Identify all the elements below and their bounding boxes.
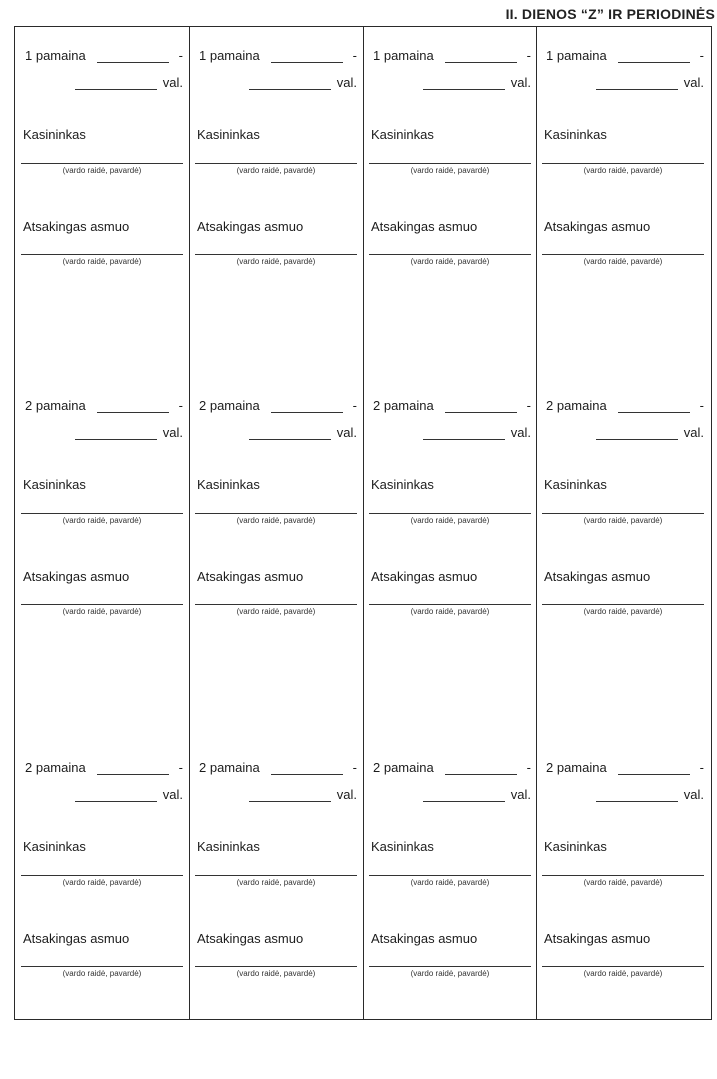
shift-end-field[interactable] xyxy=(249,439,331,440)
cashier-label: Kasininkas xyxy=(23,477,86,492)
cashier-signature-line[interactable] xyxy=(369,875,531,876)
val-unit: val. xyxy=(162,75,183,90)
page-title: II. DIENOS “Z” IR PERIODINĖS xyxy=(505,6,715,22)
cashier-label: Kasininkas xyxy=(197,127,260,142)
responsible-signature-caption: (vardo raidė, pavardė) xyxy=(410,607,490,616)
responsible-signature-caption: (vardo raidė, pavardė) xyxy=(583,607,663,616)
shift-start-field[interactable] xyxy=(271,412,343,413)
shift-cell xyxy=(536,27,710,367)
responsible-person-label: Atsakingas asmuo xyxy=(371,931,478,946)
shift-start-field[interactable] xyxy=(97,62,169,63)
responsible-person-label: Atsakingas asmuo xyxy=(197,931,304,946)
cashier-signature-line[interactable] xyxy=(21,513,183,514)
shift-cell xyxy=(189,27,363,367)
responsible-signature-caption: (vardo raidė, pavardė) xyxy=(236,607,316,616)
shift-end-field[interactable] xyxy=(75,439,157,440)
val-unit: val. xyxy=(510,75,531,90)
cashier-label: Kasininkas xyxy=(23,127,86,142)
cashier-label: Kasininkas xyxy=(197,477,260,492)
dash: - xyxy=(526,760,531,775)
responsible-person-label: Atsakingas asmuo xyxy=(371,569,478,584)
cashier-signature-line[interactable] xyxy=(21,875,183,876)
cashier-signature-caption: (vardo raidė, pavardė) xyxy=(62,878,142,887)
responsible-signature-line[interactable] xyxy=(542,254,704,255)
shift-label: 1 pamaina xyxy=(546,48,607,63)
shift-start-field[interactable] xyxy=(271,774,343,775)
shift-end-field[interactable] xyxy=(75,89,157,90)
responsible-person-label: Atsakingas asmuo xyxy=(23,569,130,584)
responsible-signature-line[interactable] xyxy=(369,604,531,605)
shift-end-field[interactable] xyxy=(423,439,505,440)
shift-end-field[interactable] xyxy=(75,801,157,802)
shift-cell xyxy=(363,377,537,717)
shift-label: 2 pamaina xyxy=(25,760,86,775)
responsible-person-label: Atsakingas asmuo xyxy=(544,931,651,946)
val-unit: val. xyxy=(336,425,357,440)
shift-start-field[interactable] xyxy=(618,774,690,775)
cashier-signature-caption: (vardo raidė, pavardė) xyxy=(410,516,490,525)
cashier-signature-line[interactable] xyxy=(369,513,531,514)
responsible-signature-line[interactable] xyxy=(369,966,531,967)
responsible-signature-line[interactable] xyxy=(542,604,704,605)
cashier-signature-caption: (vardo raidė, pavardė) xyxy=(410,878,490,887)
val-unit: val. xyxy=(336,787,357,802)
cashier-signature-caption: (vardo raidė, pavardė) xyxy=(583,878,663,887)
responsible-person-label: Atsakingas asmuo xyxy=(371,219,478,234)
dash: - xyxy=(352,48,357,63)
val-unit: val. xyxy=(683,425,704,440)
cashier-label: Kasininkas xyxy=(544,477,607,492)
cashier-signature-caption: (vardo raidė, pavardė) xyxy=(62,516,142,525)
dash: - xyxy=(178,48,183,63)
dash: - xyxy=(699,760,704,775)
responsible-signature-caption: (vardo raidė, pavardė) xyxy=(583,969,663,978)
responsible-signature-line[interactable] xyxy=(195,604,357,605)
cashier-signature-caption: (vardo raidė, pavardė) xyxy=(410,166,490,175)
shift-start-field[interactable] xyxy=(271,62,343,63)
cashier-signature-caption: (vardo raidė, pavardė) xyxy=(236,516,316,525)
responsible-person-label: Atsakingas asmuo xyxy=(197,219,304,234)
responsible-signature-caption: (vardo raidė, pavardė) xyxy=(62,969,142,978)
val-unit: val. xyxy=(510,425,531,440)
responsible-signature-caption: (vardo raidė, pavardė) xyxy=(410,257,490,266)
shift-start-field[interactable] xyxy=(445,774,517,775)
shift-end-field[interactable] xyxy=(249,89,331,90)
cashier-signature-line[interactable] xyxy=(21,163,183,164)
shift-start-field[interactable] xyxy=(618,412,690,413)
cashier-signature-caption: (vardo raidė, pavardė) xyxy=(583,166,663,175)
responsible-signature-caption: (vardo raidė, pavardė) xyxy=(62,607,142,616)
cashier-signature-caption: (vardo raidė, pavardė) xyxy=(583,516,663,525)
val-unit: val. xyxy=(336,75,357,90)
shift-label: 1 pamaina xyxy=(25,48,86,63)
responsible-person-label: Atsakingas asmuo xyxy=(544,569,651,584)
responsible-person-label: Atsakingas asmuo xyxy=(544,219,651,234)
shift-end-field[interactable] xyxy=(596,89,678,90)
shift-start-field[interactable] xyxy=(445,412,517,413)
responsible-signature-caption: (vardo raidė, pavardė) xyxy=(236,969,316,978)
responsible-signature-line[interactable] xyxy=(21,604,183,605)
val-unit: val. xyxy=(510,787,531,802)
cashier-label: Kasininkas xyxy=(371,127,434,142)
val-unit: val. xyxy=(162,425,183,440)
shift-start-field[interactable] xyxy=(97,412,169,413)
shift-start-field[interactable] xyxy=(618,62,690,63)
dash: - xyxy=(178,398,183,413)
cashier-signature-line[interactable] xyxy=(542,875,704,876)
shift-cell xyxy=(189,377,363,717)
shift-cell xyxy=(15,27,189,367)
cashier-label: Kasininkas xyxy=(371,477,434,492)
cashier-signature-line[interactable] xyxy=(542,163,704,164)
shift-label: 2 pamaina xyxy=(199,760,260,775)
responsible-person-label: Atsakingas asmuo xyxy=(23,219,130,234)
responsible-signature-caption: (vardo raidė, pavardė) xyxy=(62,257,142,266)
shift-end-field[interactable] xyxy=(423,89,505,90)
cashier-signature-caption: (vardo raidė, pavardė) xyxy=(62,166,142,175)
cashier-signature-line[interactable] xyxy=(369,163,531,164)
shift-cell xyxy=(536,377,710,717)
val-unit: val. xyxy=(683,75,704,90)
shift-end-field[interactable] xyxy=(249,801,331,802)
dash: - xyxy=(699,48,704,63)
responsible-signature-caption: (vardo raidė, pavardė) xyxy=(236,257,316,266)
shift-label: 2 pamaina xyxy=(546,398,607,413)
cashier-label: Kasininkas xyxy=(544,127,607,142)
shift-report-table xyxy=(14,26,712,1020)
dash: - xyxy=(699,398,704,413)
shift-cell xyxy=(536,739,710,1079)
responsible-signature-caption: (vardo raidė, pavardė) xyxy=(583,257,663,266)
responsible-person-label: Atsakingas asmuo xyxy=(197,569,304,584)
cashier-signature-caption: (vardo raidė, pavardė) xyxy=(236,878,316,887)
shift-label: 1 pamaina xyxy=(373,48,434,63)
shift-cell xyxy=(363,27,537,367)
cashier-signature-caption: (vardo raidė, pavardė) xyxy=(236,166,316,175)
shift-label: 2 pamaina xyxy=(373,398,434,413)
responsible-signature-line[interactable] xyxy=(195,254,357,255)
cashier-signature-line[interactable] xyxy=(195,163,357,164)
dash: - xyxy=(352,760,357,775)
dash: - xyxy=(352,398,357,413)
cashier-label: Kasininkas xyxy=(544,839,607,854)
shift-start-field[interactable] xyxy=(445,62,517,63)
cashier-label: Kasininkas xyxy=(197,839,260,854)
shift-end-field[interactable] xyxy=(596,439,678,440)
shift-label: 1 pamaina xyxy=(199,48,260,63)
cashier-label: Kasininkas xyxy=(371,839,434,854)
shift-end-field[interactable] xyxy=(596,801,678,802)
cashier-label: Kasininkas xyxy=(23,839,86,854)
dash: - xyxy=(526,48,531,63)
cashier-signature-line[interactable] xyxy=(195,875,357,876)
shift-label: 2 pamaina xyxy=(373,760,434,775)
dash: - xyxy=(526,398,531,413)
dash: - xyxy=(178,760,183,775)
cashier-signature-line[interactable] xyxy=(542,513,704,514)
shift-label: 2 pamaina xyxy=(546,760,607,775)
shift-end-field[interactable] xyxy=(423,801,505,802)
val-unit: val. xyxy=(683,787,704,802)
val-unit: val. xyxy=(162,787,183,802)
responsible-signature-line[interactable] xyxy=(542,966,704,967)
responsible-person-label: Atsakingas asmuo xyxy=(23,931,130,946)
responsible-signature-line[interactable] xyxy=(195,966,357,967)
shift-cell xyxy=(189,739,363,1079)
cashier-signature-line[interactable] xyxy=(195,513,357,514)
shift-label: 2 pamaina xyxy=(25,398,86,413)
responsible-signature-line[interactable] xyxy=(369,254,531,255)
shift-label: 2 pamaina xyxy=(199,398,260,413)
responsible-signature-line[interactable] xyxy=(21,254,183,255)
shift-cell xyxy=(363,739,537,1079)
responsible-signature-caption: (vardo raidė, pavardė) xyxy=(410,969,490,978)
shift-cell xyxy=(15,377,189,717)
shift-start-field[interactable] xyxy=(97,774,169,775)
shift-cell xyxy=(15,739,189,1079)
responsible-signature-line[interactable] xyxy=(21,966,183,967)
